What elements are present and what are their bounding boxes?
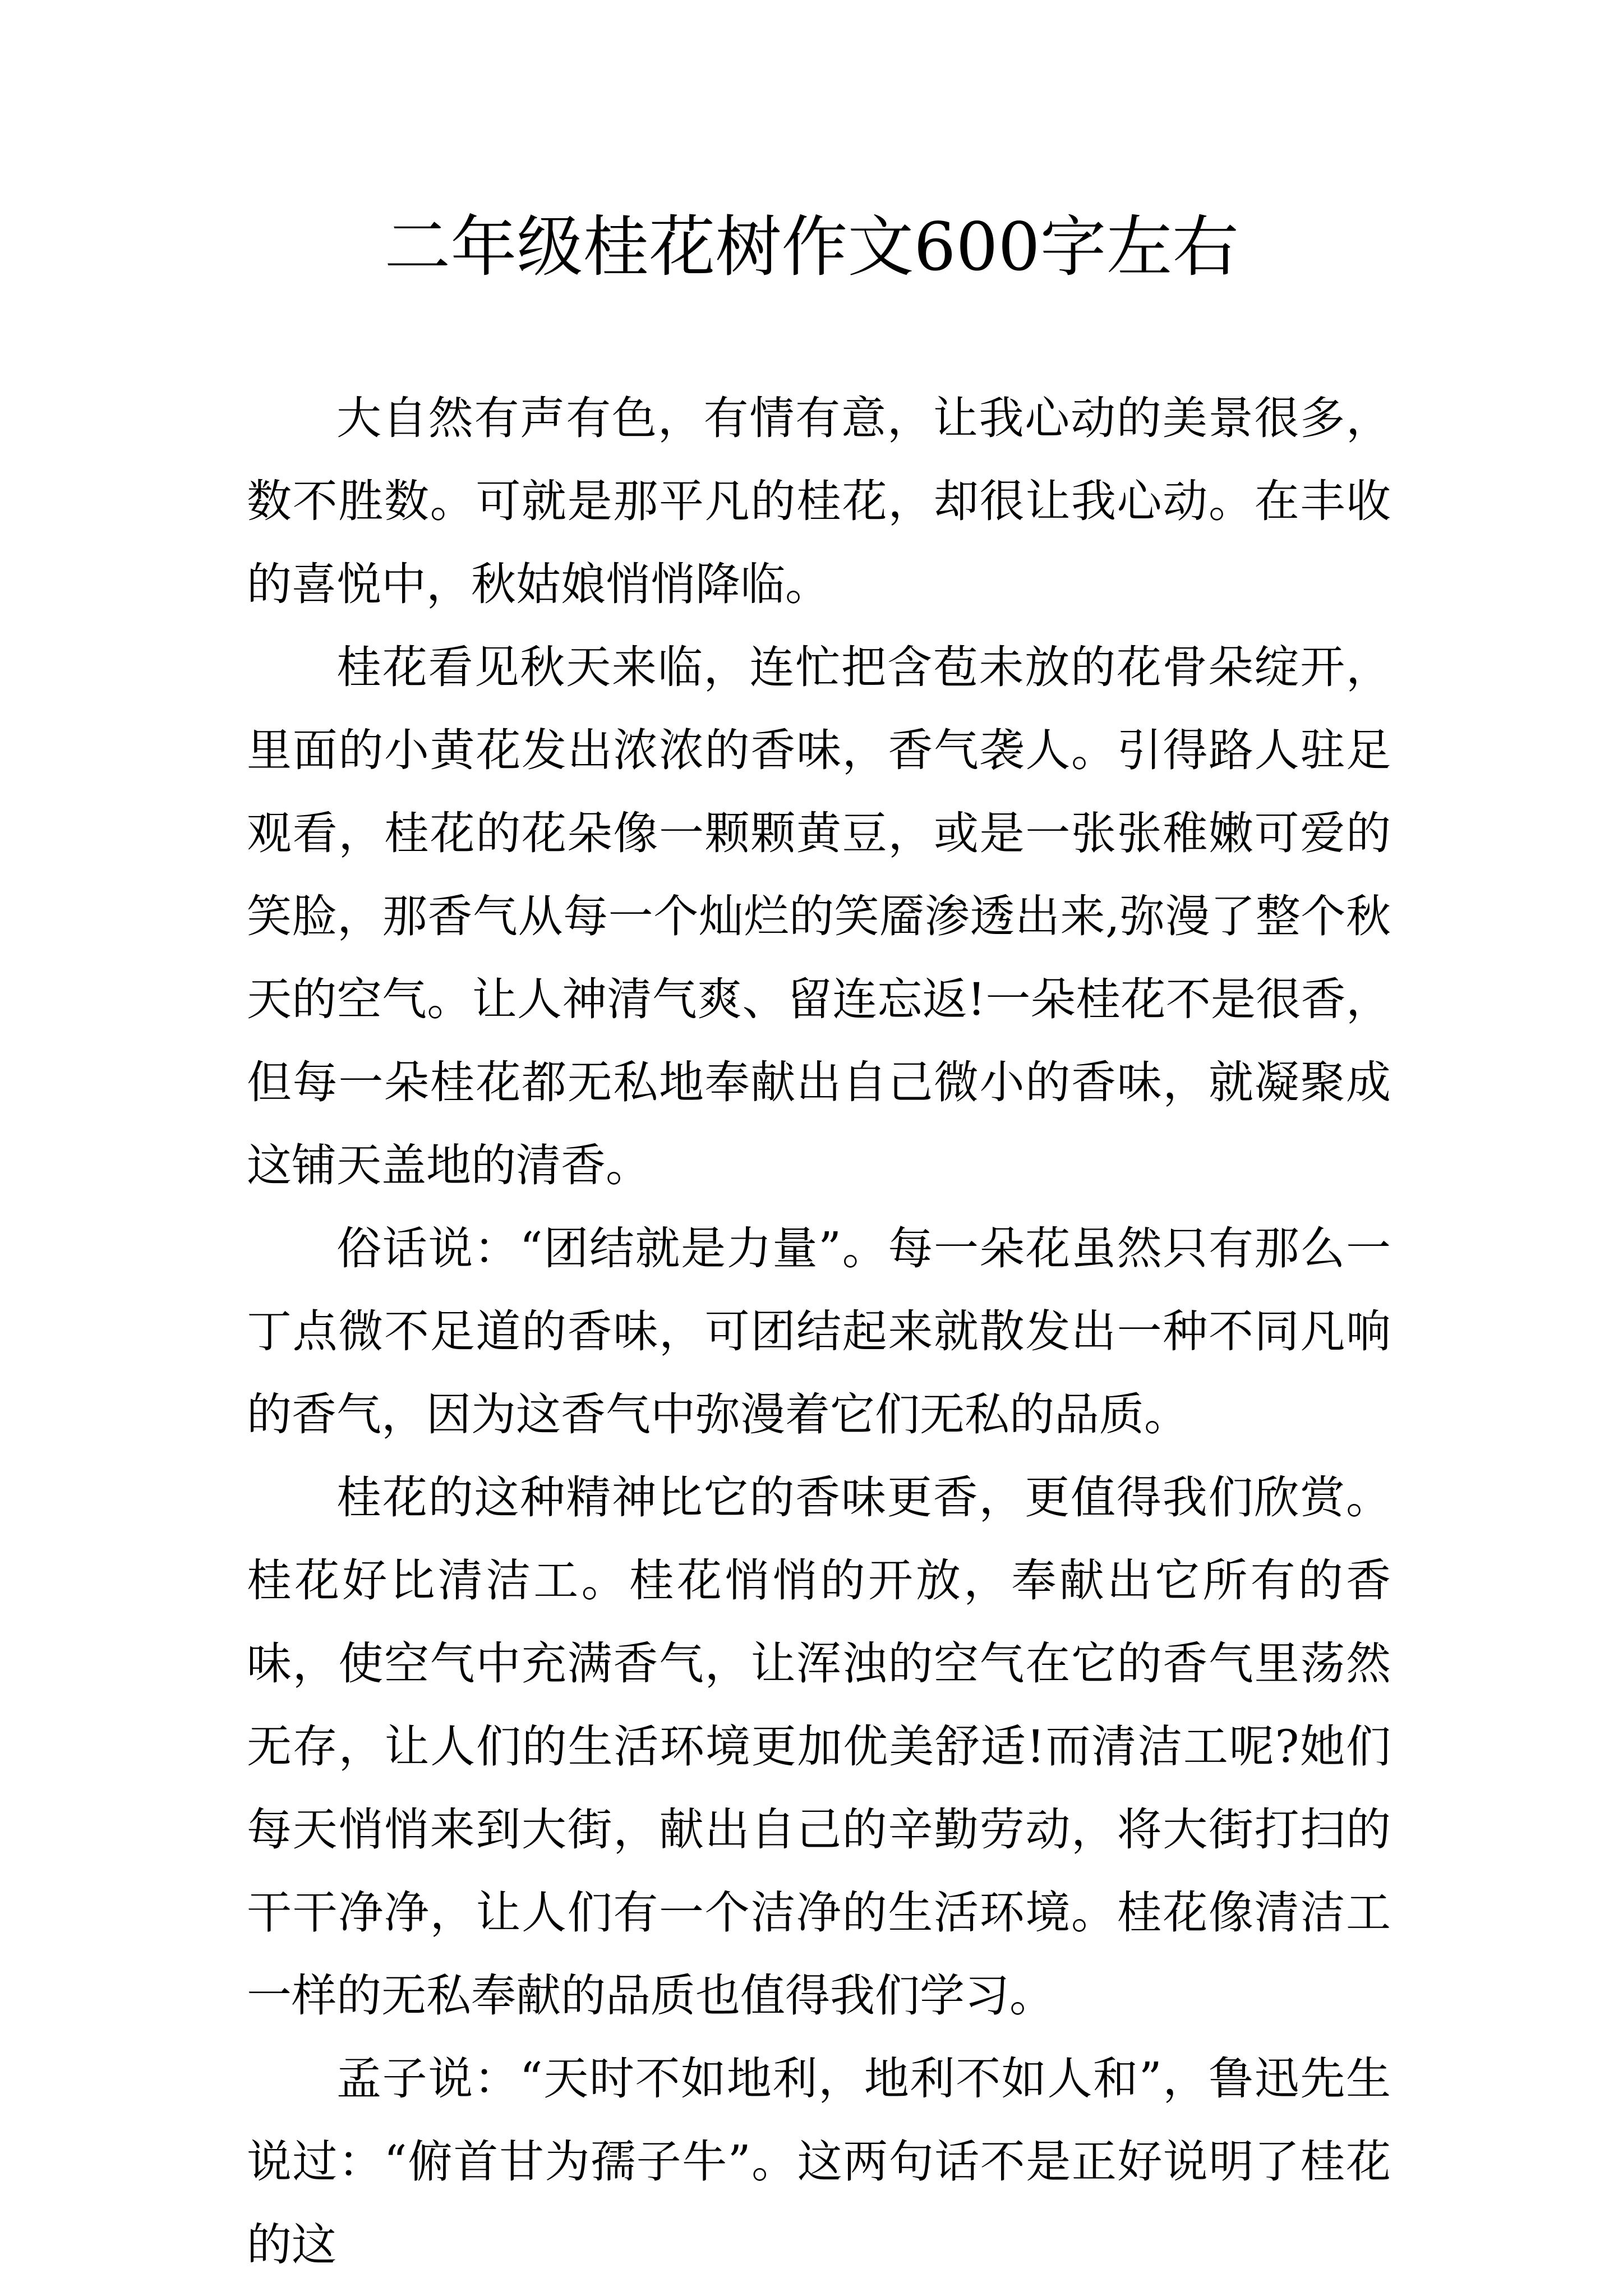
paragraph: 孟子说：“天时不如地利，地利不如人和”，鲁迅先生说过：“俯首甘为孺子牛”。这两句话不是正好说明了桂花的这	[247, 2053, 1391, 2271]
document-body	[247, 377, 1391, 2286]
paragraph: 桂花看见秋天来临，连忙把含苞未放的花骨朵绽开，里面的小黄花发出浓浓的香味，香气袭人。引得路人驻足观看，桂花的花朵像一颗颗黄豆，或是一张张稚嫩可爱的笑脸，那香气从每一个灿烂的笑靥渗透出来,弥漫了整个秋天的空气。让人神清气爽、留连忘返!一朵桂花不是很香，但每一朵桂花都无私地奉献出自己微小的香味，就凝聚成这铺天盖地的清香。	[247, 641, 1391, 1191]
paragraph: 大自然有声有色，有情有意，让我心动的美景很多，数不胜数。可就是那平凡的桂花，却很让我心动。在丰收的喜悦中，秋姑娘悄悄降临。	[247, 392, 1391, 610]
paragraph: 桂花的这种精神比它的香味更香，更值得我们欣赏。桂花好比清洁工。桂花悄悄的开放，奉献出它所有的香味，使空气中充满香气，让浑浊的空气在它的香气里荡然无存，让人们的生活环境更加优美舒适!而清洁工呢?她们每天悄悄来到大街，献出自己的辛勤劳动，将大街打扫的干干净净，让人们有一个洁净的生活环境。桂花像清洁工一样的无私奉献的品质也值得我们学习。	[247, 1471, 1391, 2022]
document-title: 二年级桂花树作文600字左右	[384, 208, 1239, 286]
paragraph: 俗话说：“团结就是力量”。每一朵花虽然只有那么一丁点微不足道的香味，可团结起来就散发出一种不同凡响的香气，因为这香气中弥漫着它们无私的品质。	[247, 1222, 1391, 1441]
